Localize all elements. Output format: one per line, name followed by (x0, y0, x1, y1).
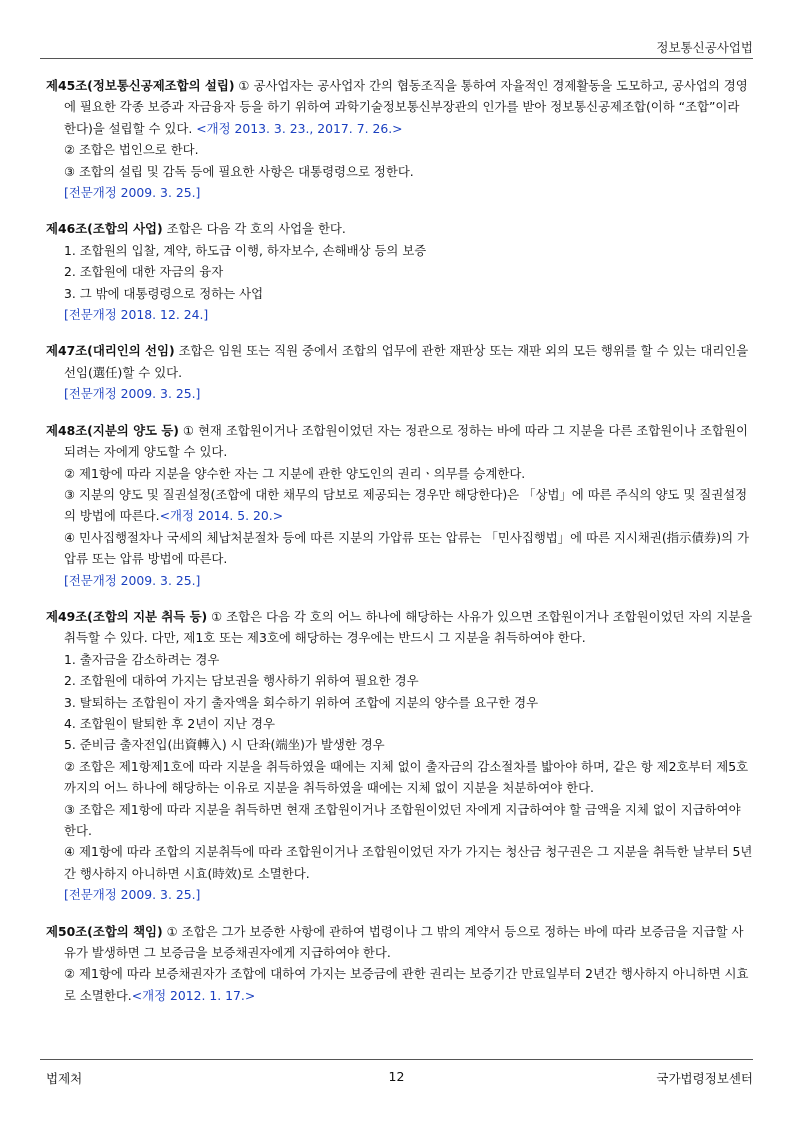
revision-note: [전문개정 2009. 3. 25.] (64, 386, 201, 402)
article-heading: 제45조(정보통신공제조합의 설립) (46, 78, 235, 93)
article-45 (46, 75, 753, 203)
list-item: 1. 조합원의 입찰, 계약, 하도급 이행, 하자보수, 손해배상 등의 보증 (64, 242, 427, 258)
list-item: 4. 조합원이 탈퇴한 후 2년이 지난 경우 (64, 715, 275, 731)
article-main-paragraph (46, 921, 753, 964)
paragraph: ② 조합은 제1항제1호에 따라 지분을 취득하였을 때에는 지체 없이 출자금의 감소절차를 밟아야 하며, 같은 항 제2호부터 제5호까지의 어느 하나에 해당하는 이유로 지분을 취득하였을 때에는 지체 없이 지분을 처분하여야 한다. (64, 758, 749, 796)
page-number: 12 (388, 1069, 405, 1084)
article-50 (46, 921, 753, 1007)
paragraph (46, 963, 753, 1006)
list-item: 5. 준비금 출자전입(出資轉入) 시 단좌(端坐)가 발생한 경우 (64, 737, 385, 753)
list-item: 3. 탈퇴하는 조합원이 자기 출자액을 회수하기 위하여 조합에 지분의 양수를 요구한 경우 (64, 694, 539, 710)
article-heading: 제50조(조합의 책임) (46, 923, 163, 939)
revision-note: [전문개정 2009. 3. 25.] (64, 572, 201, 588)
article-body: 조합은 다음 각 호의 사업을 한다. (162, 221, 346, 237)
article-main-paragraph (46, 340, 753, 383)
article-46 (46, 218, 753, 325)
article-heading: 제46조(조합의 사업) (46, 221, 163, 237)
article-heading: 제49조(조합의 지분 취득 등) (46, 608, 208, 624)
header-divider (40, 58, 753, 59)
statute-content (46, 75, 753, 1021)
document-title: 정보통신공사업법 (656, 40, 753, 55)
revision-note: [전문개정 2018. 12. 24.] (64, 307, 209, 323)
paragraph-text: ② 제1항에 따라 보증채권자가 조합에 대하여 가지는 보증금에 관한 권리는 보증기간 만료일부터 2년간 행사하지 아니하면 시효로 소멸한다. (64, 966, 749, 1003)
article-main-paragraph (46, 218, 753, 239)
paragraph: ④ 민사집행절차나 국세의 체납처분절차 등에 따른 지분의 가압류 또는 압류는 「민사집행법」에 따른 지시채권(指示債券)의 가압류 또는 압류 방법에 따른다. (64, 529, 749, 567)
footer-source: 국가법령정보센터 (656, 1071, 753, 1086)
article-body: ① 현재 조합원이거나 조합원이었던 자는 정관으로 정하는 바에 따라 그 지분을 다른 조합원이나 조합원이 되려는 자에게 양도할 수 있다. (64, 422, 748, 460)
paragraph (46, 484, 753, 527)
list-item: 2. 조합원에 대한 자금의 융자 (64, 264, 224, 280)
paragraph: ④ 제1항에 따라 조합의 지분취득에 따라 조합원이거나 조합원이었던 자가 가지는 청산금 청구권은 그 지분을 취득한 날부터 5년간 행사하지 아니하면 시효(時效)로 소멸한다. (64, 844, 753, 881)
article-body: ① 조합은 다음 각 호의 어느 하나에 해당하는 사유가 있으면 조합원이거나 조합원이었던 자의 지분을 취득할 수 있다. 다만, 제1호 또는 제3호에 해당하는 경우에는 반드시 그 지분을 취득하여야 한다. (64, 608, 753, 646)
article-49 (46, 606, 753, 906)
article-heading: 제47조(대리인의 선임) (46, 343, 175, 359)
revision-note: [전문개정 2009. 3. 25.] (64, 185, 201, 201)
paragraph: ③ 조합은 제1항에 따라 지분을 취득하면 현재 조합원이거나 조합원이었던 자에게 지급하여야 할 금액을 지체 없이 지급하여야 한다. (64, 801, 741, 838)
amendment-note: <개정 2014. 5. 20.> (159, 508, 284, 524)
article-body: ① 공사업자는 공사업자 간의 협동조직을 통하여 자율적인 경제활동을 도모하고, 공사업의 경영에 필요한 각종 보증과 자금융자 등을 하기 위하여 과학기술정보통신부장관의 인가를 받아 정보통신공제조합(이하 “조합”이라 한다)을 설립할 수 있다. (64, 78, 748, 136)
list-item: 1. 출자금을 감소하려는 경우 (64, 651, 220, 667)
article-body: 조합은 임원 또는 직원 중에서 조합의 업무에 관한 재판상 또는 재판 외의 모든 행위를 할 수 있는 대리인을 선임(選任)할 수 있다. (64, 343, 749, 380)
paragraph: ② 조합은 법인으로 한다. (64, 142, 199, 158)
paragraph: ② 제1항에 따라 지분을 양수한 자는 그 지분에 관한 양도인의 권리ㆍ의무를 승계한다. (64, 465, 526, 481)
article-main-paragraph (46, 75, 753, 139)
article-main-paragraph (46, 420, 753, 463)
article-48 (46, 420, 753, 591)
footer-divider (40, 1059, 753, 1060)
article-body: ① 조합은 그가 보증한 사항에 관하여 법령이나 그 밖의 계약서 등으로 정하는 바에 따라 보증금을 지급할 사유가 발생하면 그 보증금을 보증채권자에게 지급하여야 한다. (64, 923, 744, 961)
article-47 (46, 340, 753, 404)
amendment-note: <개정 2013. 3. 23., 2017. 7. 26.> (196, 120, 403, 136)
amendment-note: <개정 2012. 1. 17.> (131, 987, 256, 1003)
list-item: 3. 그 밖에 대통령령으로 정하는 사업 (64, 285, 264, 301)
article-heading: 제48조(지분의 양도 등) (46, 422, 179, 438)
footer-publisher: 법제처 (46, 1071, 83, 1086)
paragraph-text: ③ 지분의 양도 및 질권설정(조합에 대한 채무의 담보로 제공되는 경우만 해당한다)은 「상법」에 따른 주식의 양도 및 질권설정의 방법에 따른다. (64, 486, 748, 524)
article-main-paragraph (46, 606, 753, 649)
paragraph: ③ 조합의 설립 및 감독 등에 필요한 사항은 대통령령으로 정한다. (64, 163, 414, 179)
revision-note: [전문개정 2009. 3. 25.] (64, 887, 201, 903)
list-item: 2. 조합원에 대하여 가지는 담보권을 행사하기 위하여 필요한 경우 (64, 673, 419, 689)
